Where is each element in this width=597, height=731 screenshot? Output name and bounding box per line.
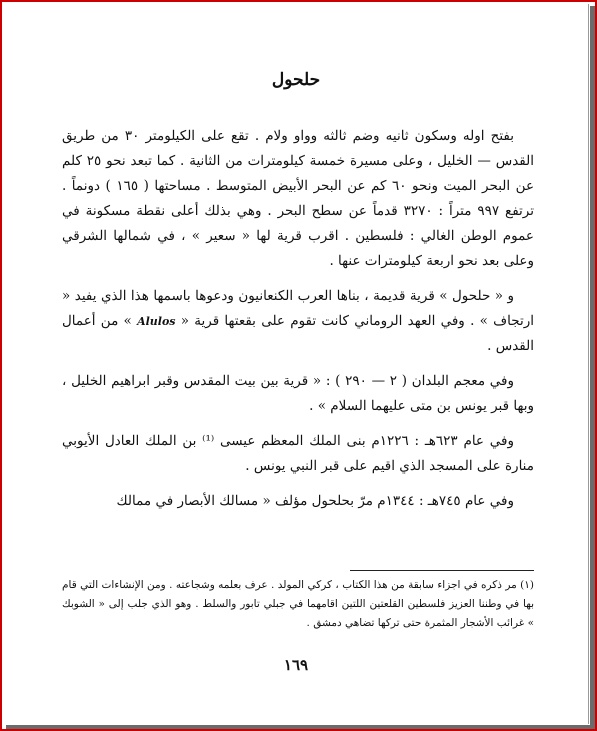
paragraph-5: وفي عام ٧٤٥هـ : ١٣٤٤م مرّ بحلحول مؤلف « مسالك الأبصار في ممالك bbox=[116, 493, 514, 509]
paragraph-2-tail: » من أعمال القدس . bbox=[62, 313, 534, 354]
paragraph-2-text: و « حلحول » قرية قديمة ، بناها العرب الكنعانيون ودعوها باسمها هذا الذي يفيد « ارتجاف » . وفي العهد الروماني كانت تقوم على بقعتها قرية bbox=[62, 288, 534, 329]
paragraph-2 bbox=[62, 284, 534, 359]
paragraph-2-latin-term: Alulos bbox=[137, 315, 176, 328]
footnote-divider bbox=[350, 570, 534, 571]
paragraph-4: وفي عام ٦٢٣هـ : ١٢٢٦م بنى الملك المعظم عيسى ⁽¹⁾ بن الملك العادل الأيوبي منارة على المسجد الذي اقيم على قبر النبي يونس . bbox=[62, 433, 534, 474]
paragraph-3: وفي معجم البلدان ( ٢ — ٢٩٠ ) : « قرية بين بيت المقدس وقبر ابراهيم الخليل ، وبها قبر يونس بن متى عليهما السلام » . bbox=[62, 373, 534, 414]
paragraph-2-quote-open: « bbox=[180, 313, 195, 329]
footnote-1: (١) مر ذكره في اجزاء سابقة من هذا الكتاب ، كركي المولد . عرف بعلمه وشجاعته . ومن الإنشاءات التي قام بها في وطننا العزيز فلسطين القلعتين اللتين اقامهما في جبلي تابور والسلط . وهو الذي جلب إلى « الشوبك » غرائب الأشجار المثمرة حتى تركها تضاهي دمشق . bbox=[62, 579, 534, 629]
body-text bbox=[62, 124, 534, 524]
document-page bbox=[4, 4, 589, 724]
page-title: حلحول bbox=[271, 70, 321, 90]
footnotes bbox=[62, 576, 534, 633]
page-number: ١٦٩ bbox=[283, 656, 309, 674]
page-shadow-right bbox=[590, 6, 595, 728]
page-shadow-bottom bbox=[6, 725, 596, 729]
paragraph-1: بفتح اوله وسكون ثانيه وضم ثالثه وواو ولام . تقع على الكيلومتر ٣٠ من طريق القدس — الخليل ، وعلى مسيرة خمسة كيلومترات من الثانية . كما تبعد نحو ٢٥ كلم عن البحر الميت ونحو ٦٠ كم عن البحر الأبيض المتوسط . مساحتها ( ١٦٥ ) دونماً . ترتفع ٩٩٧ متراً : ٣٢٧٠ قدماً عن سطح البحر . وهي بذلك أعلى نقطة مسكونة في عموم الوطن الغالي : فلسطين . اقرب قرية لها « سعير » ، في شمالها الشرقي وعلى بعد نحو اربعة كيلومترات عنها . bbox=[62, 128, 534, 269]
